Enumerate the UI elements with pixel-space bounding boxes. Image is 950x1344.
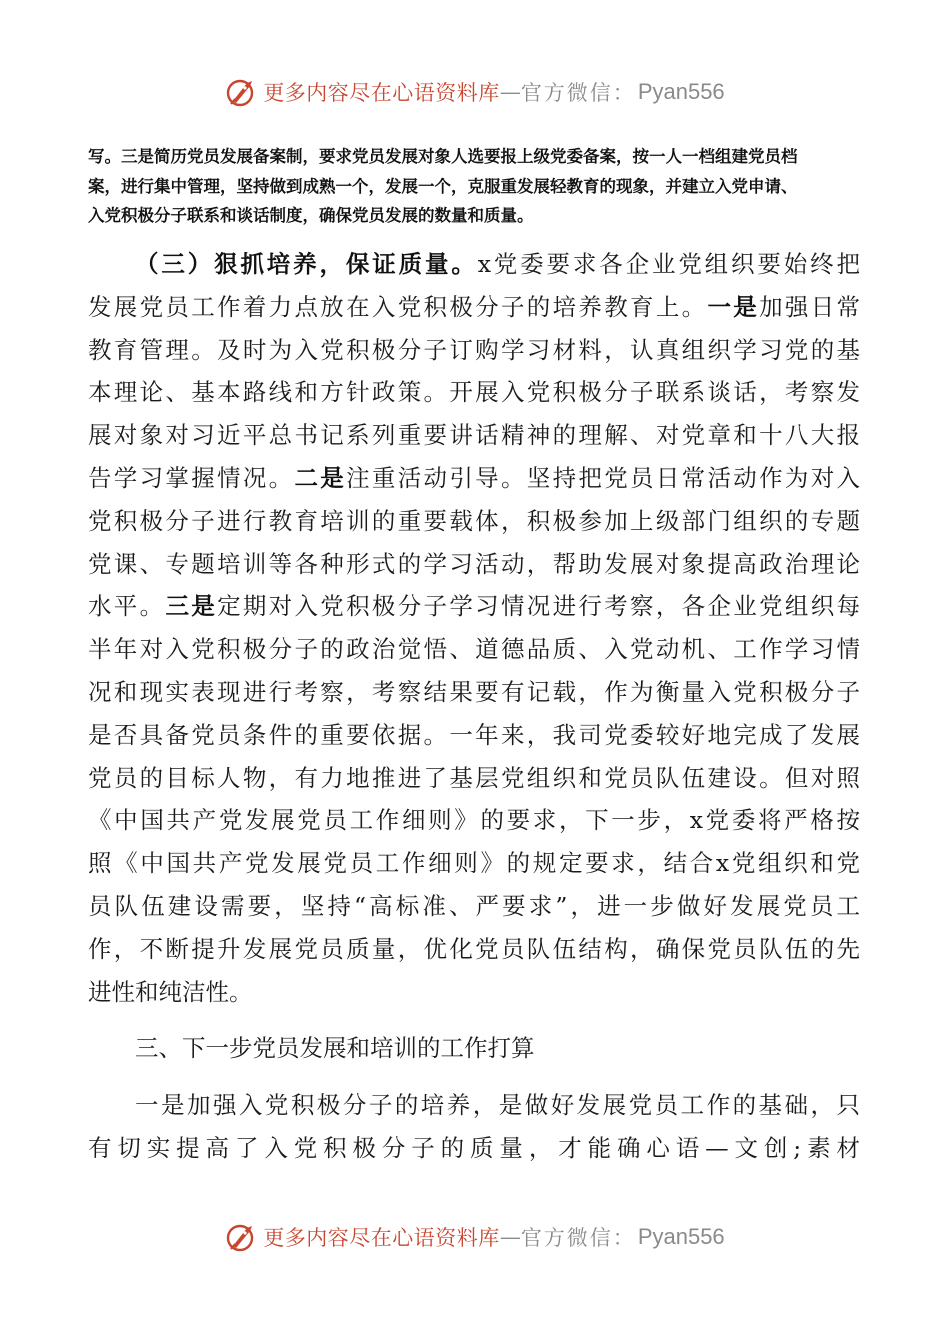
- part3-line-2: 有切实提高了入党积极分子的质量，才能确心语—文创;素材: [88, 1133, 860, 1162]
- banner-wechat-label: 官方微信：: [520, 1226, 636, 1250]
- section3-line-7: 党积极分子进行教育培训的重要载体，积极参加上级部门组织的专题: [88, 506, 860, 535]
- section3-line-13: 党员的目标人物，有力地推进了基层党组织和党员队伍建设。但对照: [88, 763, 860, 792]
- section3-line-8: 党课、专题培训等各种形式的学习活动，帮助发展对象提高政治理论: [88, 549, 860, 578]
- header-banner: [0, 72, 950, 112]
- banner-site-text: 更多内容尽在心语资料库: [263, 81, 500, 105]
- banner-wechat-label: 官方微信：: [520, 81, 636, 105]
- banner-separator: —: [499, 80, 521, 104]
- banner-wechat-id: Pyan556: [637, 1224, 725, 1249]
- part3-heading: 三、下一步党员发展和培训的工作打算: [135, 1034, 535, 1063]
- intro-line: 写。三是简历党员发展备案制，要求党员发展对象人选要报上级党委备案，按一人一档组建党员档: [88, 147, 798, 166]
- section3-line-5: 展对象对习近平总书记系列重要讲话精神的理解、对党章和十八大报: [88, 421, 860, 450]
- banner-site-text: 更多内容尽在心语资料库: [263, 1226, 500, 1250]
- section3-line-9: 水平。三是定期对入党积极分子学习情况进行考察，各企业党组织每: [88, 592, 860, 621]
- intro-line: 入党积极分子联系和谈话制度，确保党员发展的数量和质量。: [88, 206, 534, 225]
- footer-banner: [0, 1217, 950, 1257]
- intro-line: 案，进行集中管理，坚持做到成熟一个，发展一个，克服重发展轻教育的现象，并建立入党申请、: [88, 176, 798, 196]
- section3-heading: （三）狠抓培养，保证质量。: [135, 250, 478, 278]
- section3-line-1: （三）狠抓培养，保证质量。x党委要求各企业党组织要始终把: [135, 250, 860, 278]
- banner-wechat-id: Pyan556: [637, 79, 725, 104]
- section3-line-4: 本理论、基本路线和方针政策。开展入党积极分子联系谈话，考察发: [88, 378, 860, 407]
- section3-line-14: 《中国共产党发展党员工作细则》的要求，下一步，x党委将严格按: [88, 806, 860, 835]
- point-one-label: 一是: [707, 292, 760, 321]
- point-three-label: 三是: [165, 592, 218, 621]
- pen-nib-logo-icon: [225, 1220, 259, 1254]
- section3-line-15: 照《中国共产党发展党员工作细则》的规定要求，结合x党组织和党: [88, 849, 860, 878]
- banner-separator: —: [499, 1225, 521, 1249]
- section3-line-11: 况和现实表现进行考察，考察结果要有记载，作为衡量入党积极分子: [88, 677, 860, 706]
- section3-line-17: 作，不断提升发展党员质量，优化党员队伍结构，确保党员队伍的先: [88, 934, 860, 963]
- document-body: [88, 243, 860, 1170]
- section3-line-18: 进性和纯洁性。: [88, 977, 253, 1006]
- part3-line-1: 一是加强入党积极分子的培养，是做好发展党员工作的基础，只: [135, 1091, 860, 1120]
- section3-line-6: 告学习掌握情况。二是注重活动引导。坚持把党员日常活动作为对入: [88, 463, 860, 492]
- section3-line-10: 半年对入党积极分子的政治觉悟、道德品质、入党动机、工作学习情: [88, 635, 860, 664]
- section3-line-3: 教育管理。及时为入党积极分子订购学习材料，认真组织学习党的基: [88, 335, 860, 364]
- section3-line-2: 发展党员工作着力点放在入党积极分子的培养教育上。一是加强日常: [88, 292, 860, 321]
- section3-line-16: 员队伍建设需要，坚持“高标准、严要求”，进一步做好发展党员工: [88, 891, 860, 920]
- pen-nib-logo-icon: [225, 75, 259, 109]
- section3-line-12: 是否具备党员条件的重要依据。一年来，我司党委较好地完成了发展: [88, 720, 860, 749]
- point-two-label: 二是: [294, 463, 347, 492]
- intro-paragraph: [88, 142, 868, 231]
